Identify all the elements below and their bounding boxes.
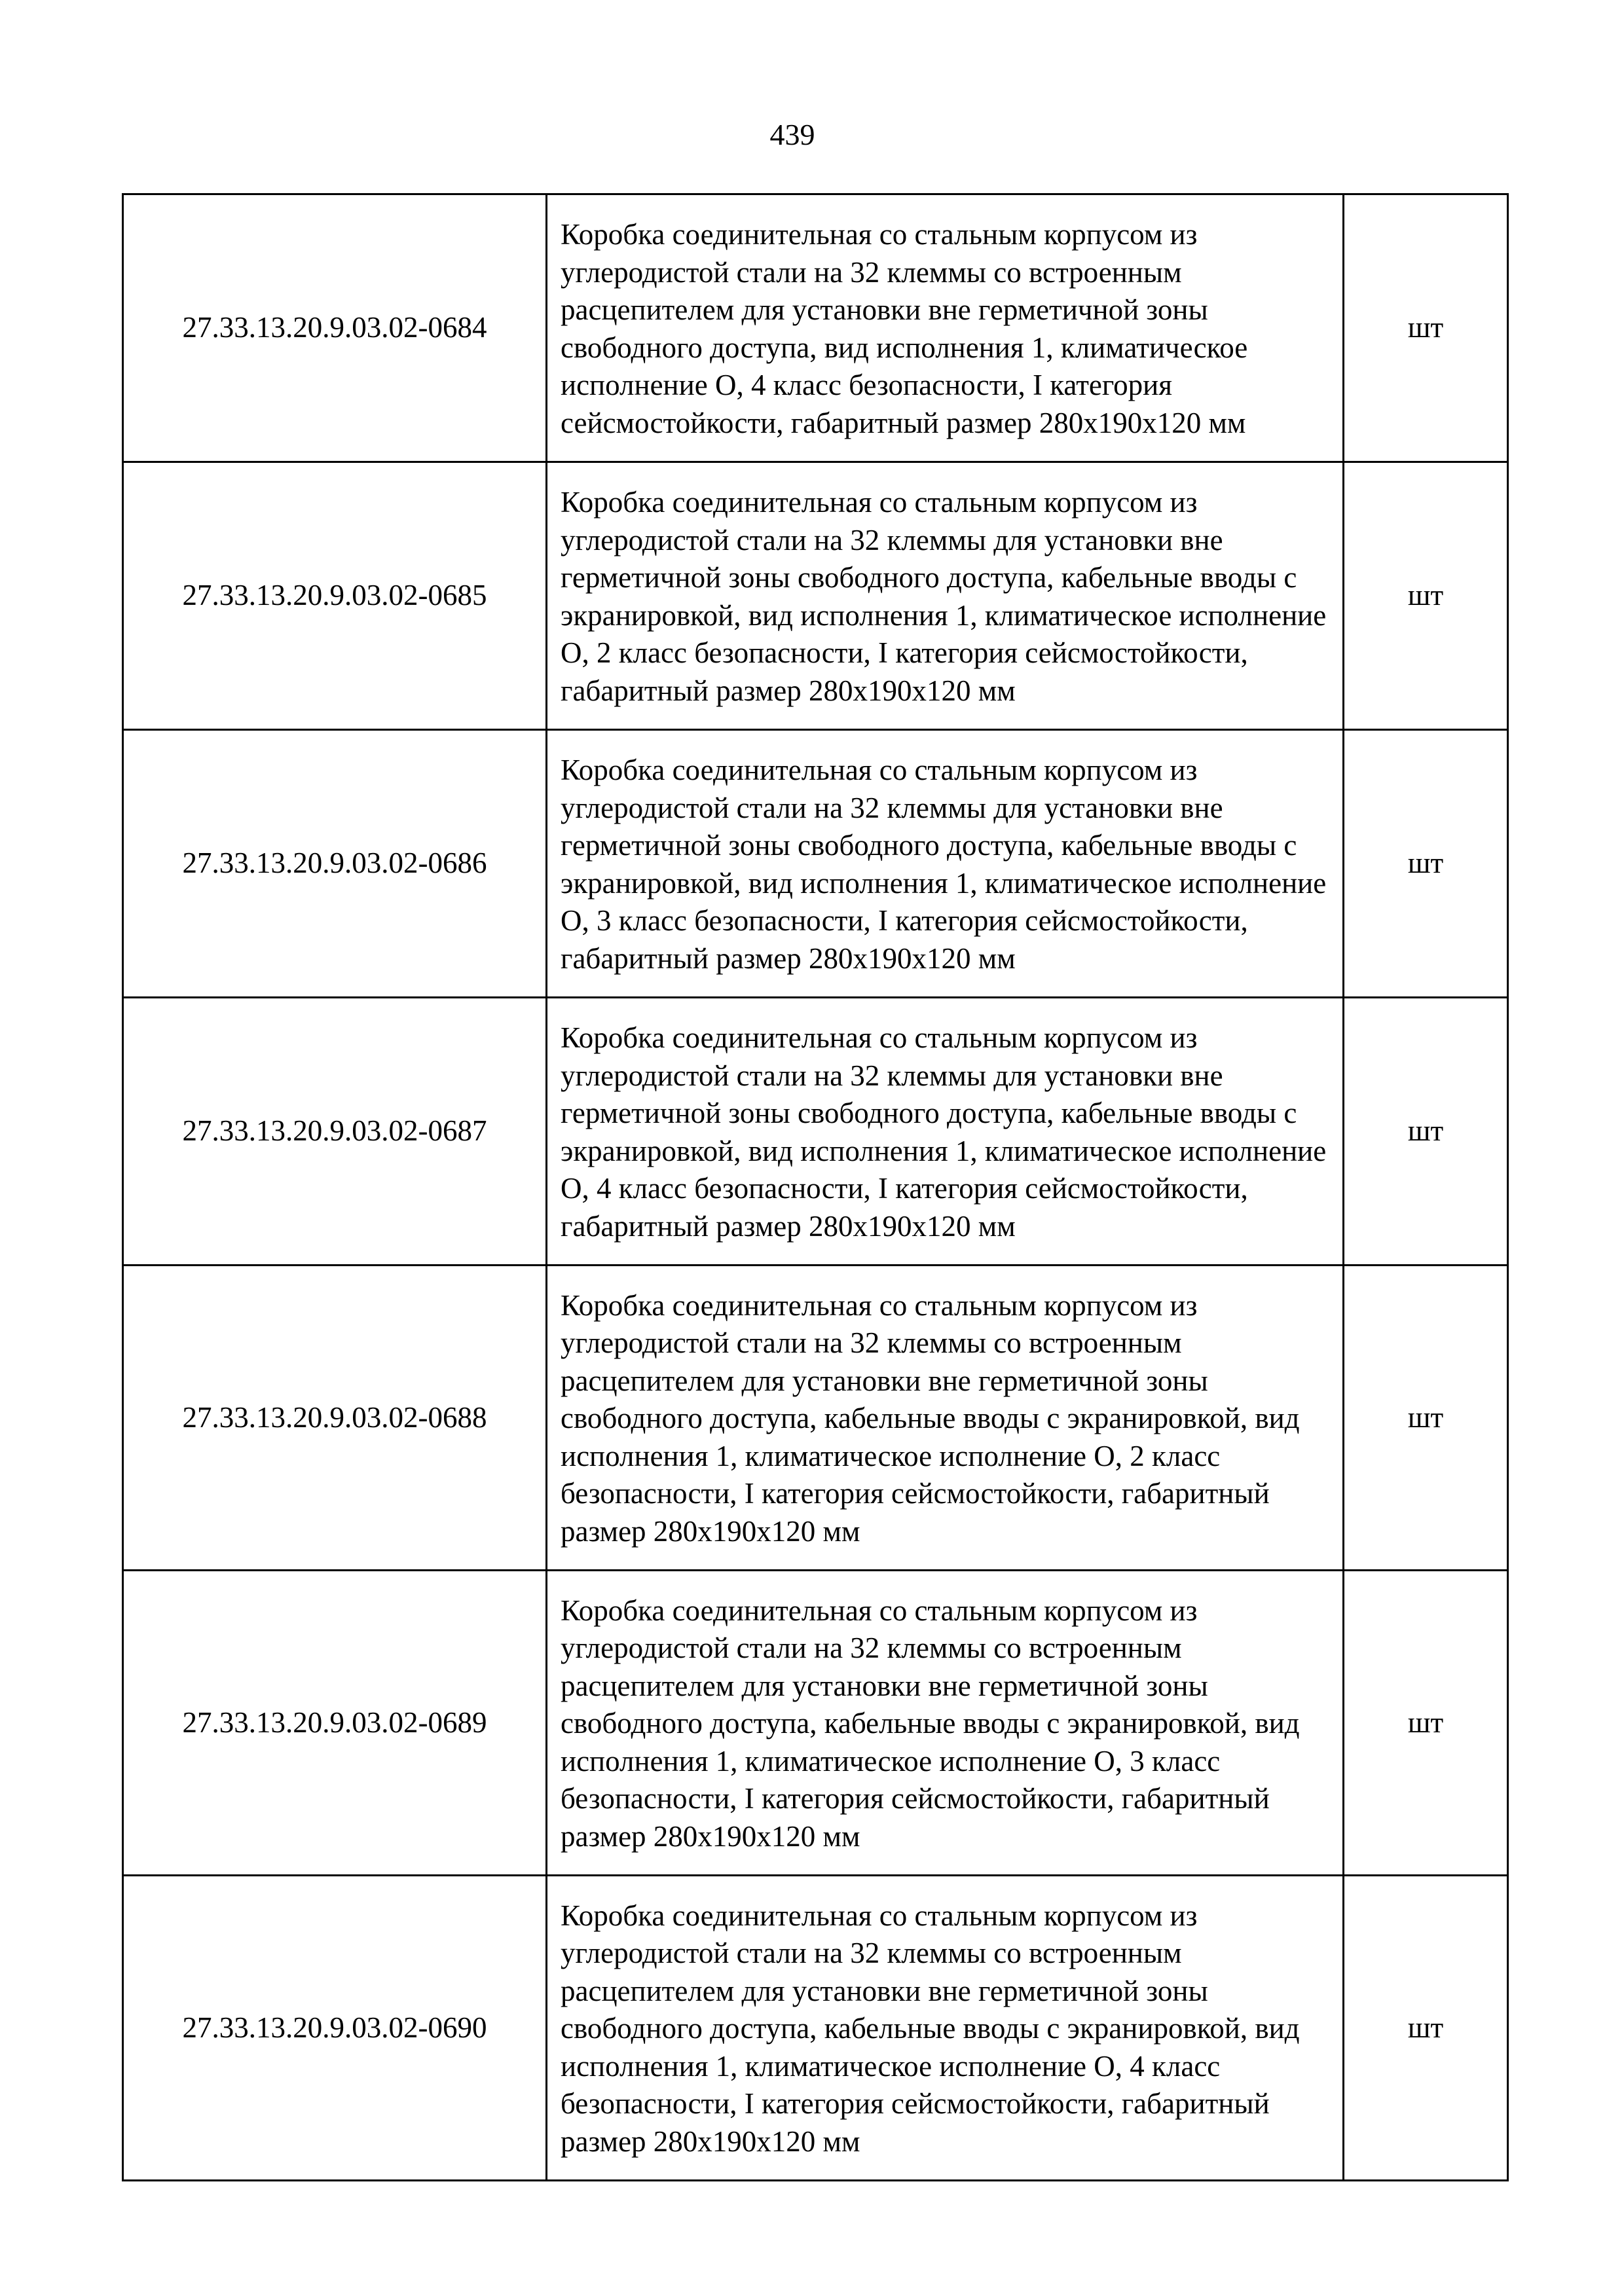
resource-code-cell: 27.33.13.20.9.03.02-0687 xyxy=(123,998,547,1266)
table-row xyxy=(123,998,1508,1266)
resource-table xyxy=(122,193,1509,2181)
unit-cell: шт xyxy=(1344,1876,1508,2181)
resource-description-cell: Коробка соединительная со стальным корпусом из углеродистой стали на 32 клеммы для установки вне герметичной зоны свободного доступа, кабельные вводы с экранировкой, вид исполнения 1, климатическое исполнение О, 4 класс безопасности, I категория сейсмостойкости, габаритный размер 280х190х120 мм xyxy=(547,998,1344,1266)
unit-cell: шт xyxy=(1344,1571,1508,1876)
resource-description-cell: Коробка соединительная со стальным корпусом из углеродистой стали на 32 клеммы со встроенным расцепителем для установки вне герметичной зоны свободного доступа, кабельные вводы с экранировкой, вид исполнения 1, климатическое исполнение О, 4 класс безопасности, I категория сейсмостойкости, габаритный размер 280х190х120 мм xyxy=(547,1876,1344,2181)
table-row xyxy=(123,730,1508,998)
resource-code-cell: 27.33.13.20.9.03.02-0684 xyxy=(123,194,547,462)
resource-code-cell: 27.33.13.20.9.03.02-0690 xyxy=(123,1876,547,2181)
resource-code-cell: 27.33.13.20.9.03.02-0689 xyxy=(123,1571,547,1876)
resource-code-cell: 27.33.13.20.9.03.02-0686 xyxy=(123,730,547,998)
page-number: 439 xyxy=(769,118,815,151)
table-row xyxy=(123,462,1508,730)
resource-code-cell: 27.33.13.20.9.03.02-0685 xyxy=(123,462,547,730)
resource-description-cell: Коробка соединительная со стальным корпусом из углеродистой стали на 32 клеммы со встроенным расцепителем для установки вне герметичной зоны свободного доступа, кабельные вводы с экранировкой, вид исполнения 1, климатическое исполнение О, 3 класс безопасности, I категория сейсмостойкости, габаритный размер 280х190х120 мм xyxy=(547,1571,1344,1876)
resource-description-cell: Коробка соединительная со стальным корпусом из углеродистой стали на 32 клеммы для установки вне герметичной зоны свободного доступа, кабельные вводы с экранировкой, вид исполнения 1, климатическое исполнение О, 3 класс безопасности, I категория сейсмостойкости, габаритный размер 280х190х120 мм xyxy=(547,730,1344,998)
resource-code-cell: 27.33.13.20.9.03.02-0688 xyxy=(123,1266,547,1571)
table-row xyxy=(123,1876,1508,2181)
unit-cell: шт xyxy=(1344,462,1508,730)
resource-description-cell: Коробка соединительная со стальным корпусом из углеродистой стали на 32 клеммы со встроенным расцепителем для установки вне герметичной зоны свободного доступа, вид исполнения 1, климатическое исполнение О, 4 класс безопасности, I категория сейсмостойкости, габаритный размер 280х190х120 мм xyxy=(547,194,1344,462)
unit-cell: шт xyxy=(1344,194,1508,462)
unit-cell: шт xyxy=(1344,998,1508,1266)
unit-cell: шт xyxy=(1344,1266,1508,1571)
table-row xyxy=(123,1266,1508,1571)
resource-description-cell: Коробка соединительная со стальным корпусом из углеродистой стали на 32 клеммы для установки вне герметичной зоны свободного доступа, кабельные вводы с экранировкой, вид исполнения 1, климатическое исполнение О, 2 класс безопасности, I категория сейсмостойкости, габаритный размер 280х190х120 мм xyxy=(547,462,1344,730)
table-row xyxy=(123,1571,1508,1876)
resource-description-cell: Коробка соединительная со стальным корпусом из углеродистой стали на 32 клеммы со встроенным расцепителем для установки вне герметичной зоны свободного доступа, кабельные вводы с экранировкой, вид исполнения 1, климатическое исполнение О, 2 класс безопасности, I категория сейсмостойкости, габаритный размер 280х190х120 мм xyxy=(547,1266,1344,1571)
unit-cell: шт xyxy=(1344,730,1508,998)
table-row xyxy=(123,194,1508,462)
